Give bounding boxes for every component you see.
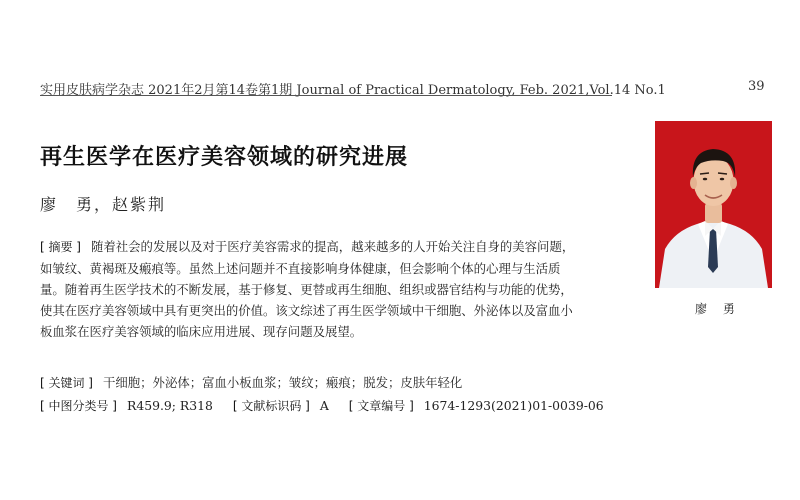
article-title: 再生医学在医疗美容领域的研究进展 <box>40 145 409 170</box>
journal-header: 实用皮肤病学杂志 2021年2月第14卷第1期 Journal of Practical Dermatology, Feb. 2021,Vol.14 No.1 <box>40 83 666 98</box>
classification-block <box>40 397 604 414</box>
author-photo <box>655 121 772 288</box>
clc-value: R459.9; R318 <box>127 398 213 413</box>
author-portrait-icon <box>655 121 772 288</box>
doc-code-value: A <box>319 398 329 413</box>
article-authors: 廖 勇，赵紫荆 <box>40 195 167 214</box>
clc-label: [ 中图分类号 ] <box>40 399 117 413</box>
abstract-block <box>40 236 585 342</box>
article-no-value: 1674-1293(2021)01-0039-06 <box>423 398 604 413</box>
photo-caption: 廖 勇 <box>695 302 741 316</box>
article-no-label: [ 文章编号 ] <box>348 399 414 413</box>
doc-code-label: [ 文献标识码 ] <box>232 399 310 413</box>
abstract-text: 随着社会的发展以及对于医疗美容需求的提高，越来越多的人开始关注自身的美容问题，如皱纹、黄褐斑及瘢痕等。虽然上述问题并不直接影响身体健康，但会影响个体的心理与生活质量。随着再生医学技术的不断发展，基于修复、更替或再生细胞、组织或器官结构与功能的优势，使其在医疗美容领域中具有更突出的价值。该文综述了再生医学领域中干细胞、外泌体以及富血小板血浆在医疗美容领域的临床应用进展、现存问题及展望。 <box>40 239 575 339</box>
keywords-text: 干细胞；外泌体；富血小板血浆；皱纹；瘢痕；脱发；皮肤年轻化 <box>103 375 463 390</box>
header-rule <box>40 95 612 96</box>
page-number: 39 <box>748 79 765 94</box>
keywords-label: [ 关键词 ] <box>40 376 93 390</box>
keywords-block <box>40 373 462 391</box>
abstract-label: [ 摘要 ] <box>40 240 81 254</box>
